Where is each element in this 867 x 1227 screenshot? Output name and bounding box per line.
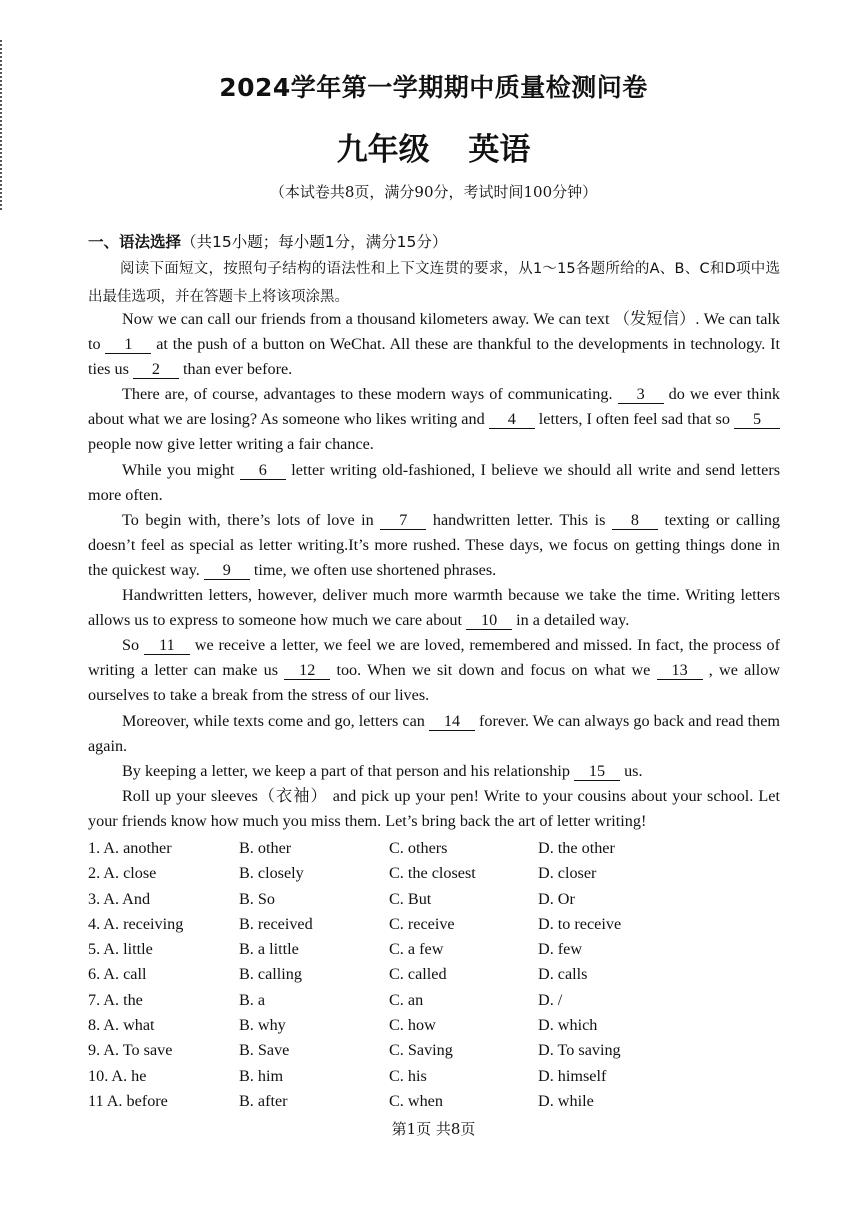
option-a: 11 A. before <box>88 1091 168 1110</box>
paragraph: While you might 6 letter writing old-fashioned, I believe we should all write and send letters more often. <box>88 460 781 504</box>
page-number: 第1页 共8页 <box>391 1120 476 1138</box>
option-a: 7. A. the <box>88 990 143 1009</box>
blank: 10 <box>466 611 512 630</box>
option-row <box>88 1067 788 1092</box>
option-d: D. calls <box>538 965 588 984</box>
option-b: B. received <box>239 914 313 933</box>
option-d: D. closer <box>538 864 597 883</box>
blank: 13 <box>657 661 703 680</box>
subject-label: 英语 <box>468 132 531 168</box>
option-b: B. Save <box>239 1041 290 1060</box>
option-d: D. To saving <box>538 1041 621 1060</box>
option-c: C. called <box>389 965 447 984</box>
option-row <box>88 991 788 1016</box>
option-row <box>88 965 788 990</box>
option-c: C. But <box>389 889 432 908</box>
option-a: 8. A. what <box>88 1016 155 1035</box>
paragraph: By keeping a letter, we keep a part of that person and his relationship 15 us. <box>122 761 643 780</box>
option-row <box>88 1092 788 1117</box>
option-c: C. his <box>389 1066 427 1085</box>
option-a: 2. A. close <box>88 864 157 883</box>
blank: 2 <box>133 360 179 379</box>
option-d: D. / <box>538 990 563 1009</box>
option-d: D. which <box>538 1016 598 1035</box>
option-b: B. a little <box>239 940 299 959</box>
option-b: B. after <box>239 1091 288 1110</box>
section-instruction: 阅读下面短文，按照句子结构的语法性和上下文连贯的要求，从1～15各题所给的A、B、C和D项中选出最佳选项，并在答题卡上将该项涂黑。 <box>88 261 780 305</box>
paragraph: There are, of course, advantages to these modern ways of communicating. 3 do we ever think about what we are losing? As someone who likes writing and 4 letters, I often feel sad that so 5 people now give letter writing a fair chance. <box>88 385 781 454</box>
option-c: C. others <box>389 839 448 857</box>
blank: 12 <box>284 661 330 680</box>
section-heading <box>88 230 447 252</box>
option-b: B. why <box>239 1016 286 1035</box>
option-row <box>88 1041 788 1066</box>
paragraph: So 11 we receive a letter, we feel we are loved, remembered and missed. In fact, the process of writing a letter can make us 12 too. When we sit down and focus on what we 13 , we allow ourselves to take a break from the stress of our lives. <box>88 636 781 705</box>
blank: 14 <box>429 712 475 731</box>
option-b: B. closely <box>239 864 304 883</box>
option-c: C. when <box>389 1091 443 1110</box>
option-b: B. So <box>239 889 275 908</box>
blank: 4 <box>489 410 535 429</box>
option-c: C. how <box>389 1016 436 1035</box>
option-b: B. him <box>239 1066 284 1085</box>
option-a: 6. A. call <box>88 965 147 984</box>
option-b: B. a <box>239 990 266 1009</box>
blank: 1 <box>105 335 151 354</box>
blank: 9 <box>204 561 250 580</box>
blank: 11 <box>144 636 190 655</box>
paragraph: Roll up your sleeves（衣袖） and pick up your pen! Write to your cousins about your school. Let your friends know how much you miss them. Let’s bring back the art of letter writing! <box>88 786 780 830</box>
blank: 15 <box>574 762 620 781</box>
paragraph: To begin with, there’s lots of love in 7 handwritten letter. This is 8 texting or calling doesn’t feel as special as letter writing.It’s more rushed. These days, we focus on getting things done in the quickest way. 9 time, we often use shortened phrases. <box>88 510 781 579</box>
option-d: D. himself <box>538 1066 607 1085</box>
option-d: D. few <box>538 940 583 959</box>
grade-label: 九年级 <box>336 132 430 168</box>
option-row <box>88 864 788 889</box>
option-d: D. while <box>538 1091 594 1110</box>
option-a: 1. A. another <box>88 839 172 857</box>
paragraph: Handwritten letters, however, deliver much more warmth because we take the time. Writing letters allows us to express to someone how much we care about 10 in a detailed way. <box>88 586 780 630</box>
option-row <box>88 839 788 864</box>
option-c: C. Saving <box>389 1041 453 1060</box>
option-b: B. other <box>239 839 292 857</box>
section-info: （共15小题；每小题1分，满分15分） <box>181 233 448 251</box>
option-a: 4. A. receiving <box>88 914 184 933</box>
option-a: 3. A. And <box>88 889 151 908</box>
paragraph: Moreover, while texts come and go, letters can 14 forever. We can always go back and read them again. <box>88 711 780 755</box>
option-d: D. the other <box>538 839 615 857</box>
reading-passage <box>88 307 780 834</box>
exam-subject <box>0 124 867 169</box>
blank: 8 <box>612 511 658 530</box>
option-row <box>88 915 788 940</box>
option-row <box>88 1016 788 1041</box>
blank: 7 <box>380 511 426 530</box>
blank: 6 <box>240 461 286 480</box>
option-b: B. calling <box>239 965 302 984</box>
option-a: 5. A. little <box>88 940 153 959</box>
option-a: 9. A. To save <box>88 1041 173 1060</box>
blank: 5 <box>734 410 780 429</box>
blank: 3 <box>618 385 664 404</box>
exam-title: 2024学年第一学期期中质量检测问卷 <box>219 73 648 102</box>
option-c: C. an <box>389 990 424 1009</box>
option-row <box>88 940 788 965</box>
answer-options <box>88 839 788 1117</box>
option-c: C. receive <box>389 914 455 933</box>
option-d: D. to receive <box>538 914 622 933</box>
option-c: C. the closest <box>389 864 476 883</box>
option-d: D. Or <box>538 889 575 908</box>
exam-note: （本试卷共8页，满分90分，考试时间100分钟） <box>269 183 598 201</box>
paragraph: Now we can call our friends from a thousand kilometers away. We can text （发短信）. We can talk to 1 at the push of a button on WeChat. All these are thankful to the developments in technology. It ties us 2 than ever before. <box>88 310 781 379</box>
option-a: 10. A. he <box>88 1066 147 1085</box>
option-row <box>88 890 788 915</box>
section-title: 一、语法选择 <box>88 233 182 251</box>
option-c: C. a few <box>389 940 444 959</box>
